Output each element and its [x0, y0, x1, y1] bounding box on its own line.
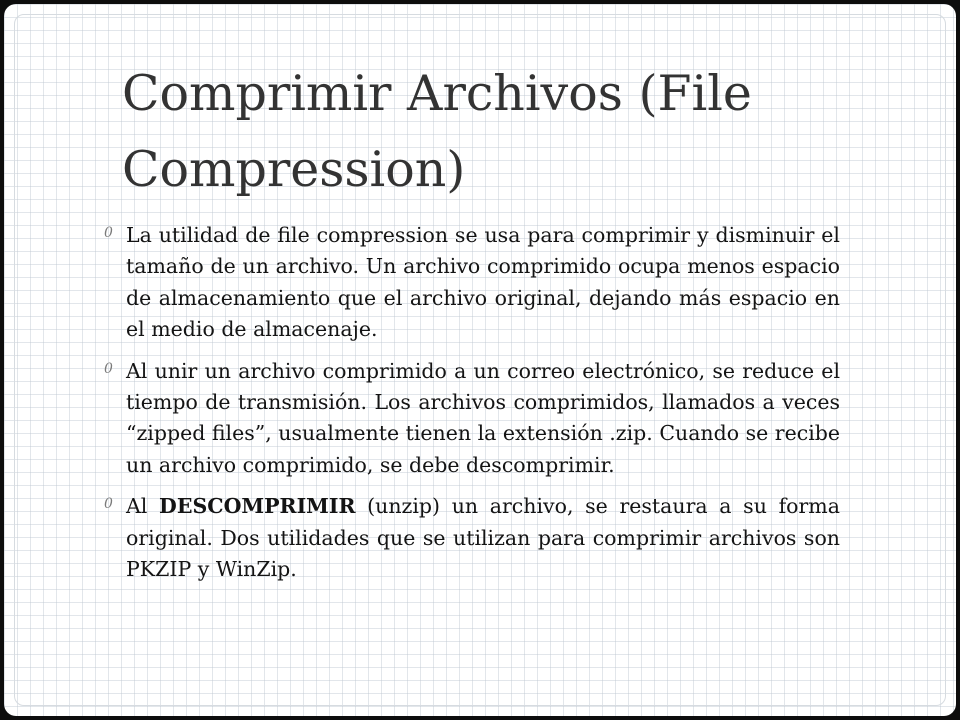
bullet-text: Al unir un archivo comprimido a un correo electrónico, se reduce el tiempo de transmisión. Los archivos comprimidos, llamados a veces “zipped files”, usualmente tienen la extensión .zip. Cuando se recibe un archivo comprimido, se debe descomprimir. [126, 358, 841, 477]
bullet-marker: 0 [104, 225, 113, 241]
slide-title: Comprimir Archivos (File Compression) [122, 65, 752, 198]
bullet-item [104, 356, 840, 482]
bullet-text-prefix: Al [126, 494, 148, 519]
bullet-list [104, 220, 840, 595]
bullet-text-suffix: (unzip) un archivo, se restaura a su forma original. Dos utilidades que se utilizan para comprimir archivos son PKZIP y WinZip. [126, 494, 840, 582]
slide [4, 4, 956, 716]
bullet-marker: 0 [104, 360, 113, 377]
bullet-text: La utilidad de file compression se usa para comprimir y disminuir el tamaño de un archivo. Un archivo comprimido ocupa menos espacio de almacenamiento que el archivo original, dejando más espacio en el medio de almacenaje. [126, 223, 840, 342]
bullet-text-emphasis: DESCOMPRIMIR [159, 494, 356, 519]
bullet-item [104, 491, 840, 585]
bullet-marker: 0 [104, 496, 113, 513]
bullet-item [104, 220, 840, 346]
